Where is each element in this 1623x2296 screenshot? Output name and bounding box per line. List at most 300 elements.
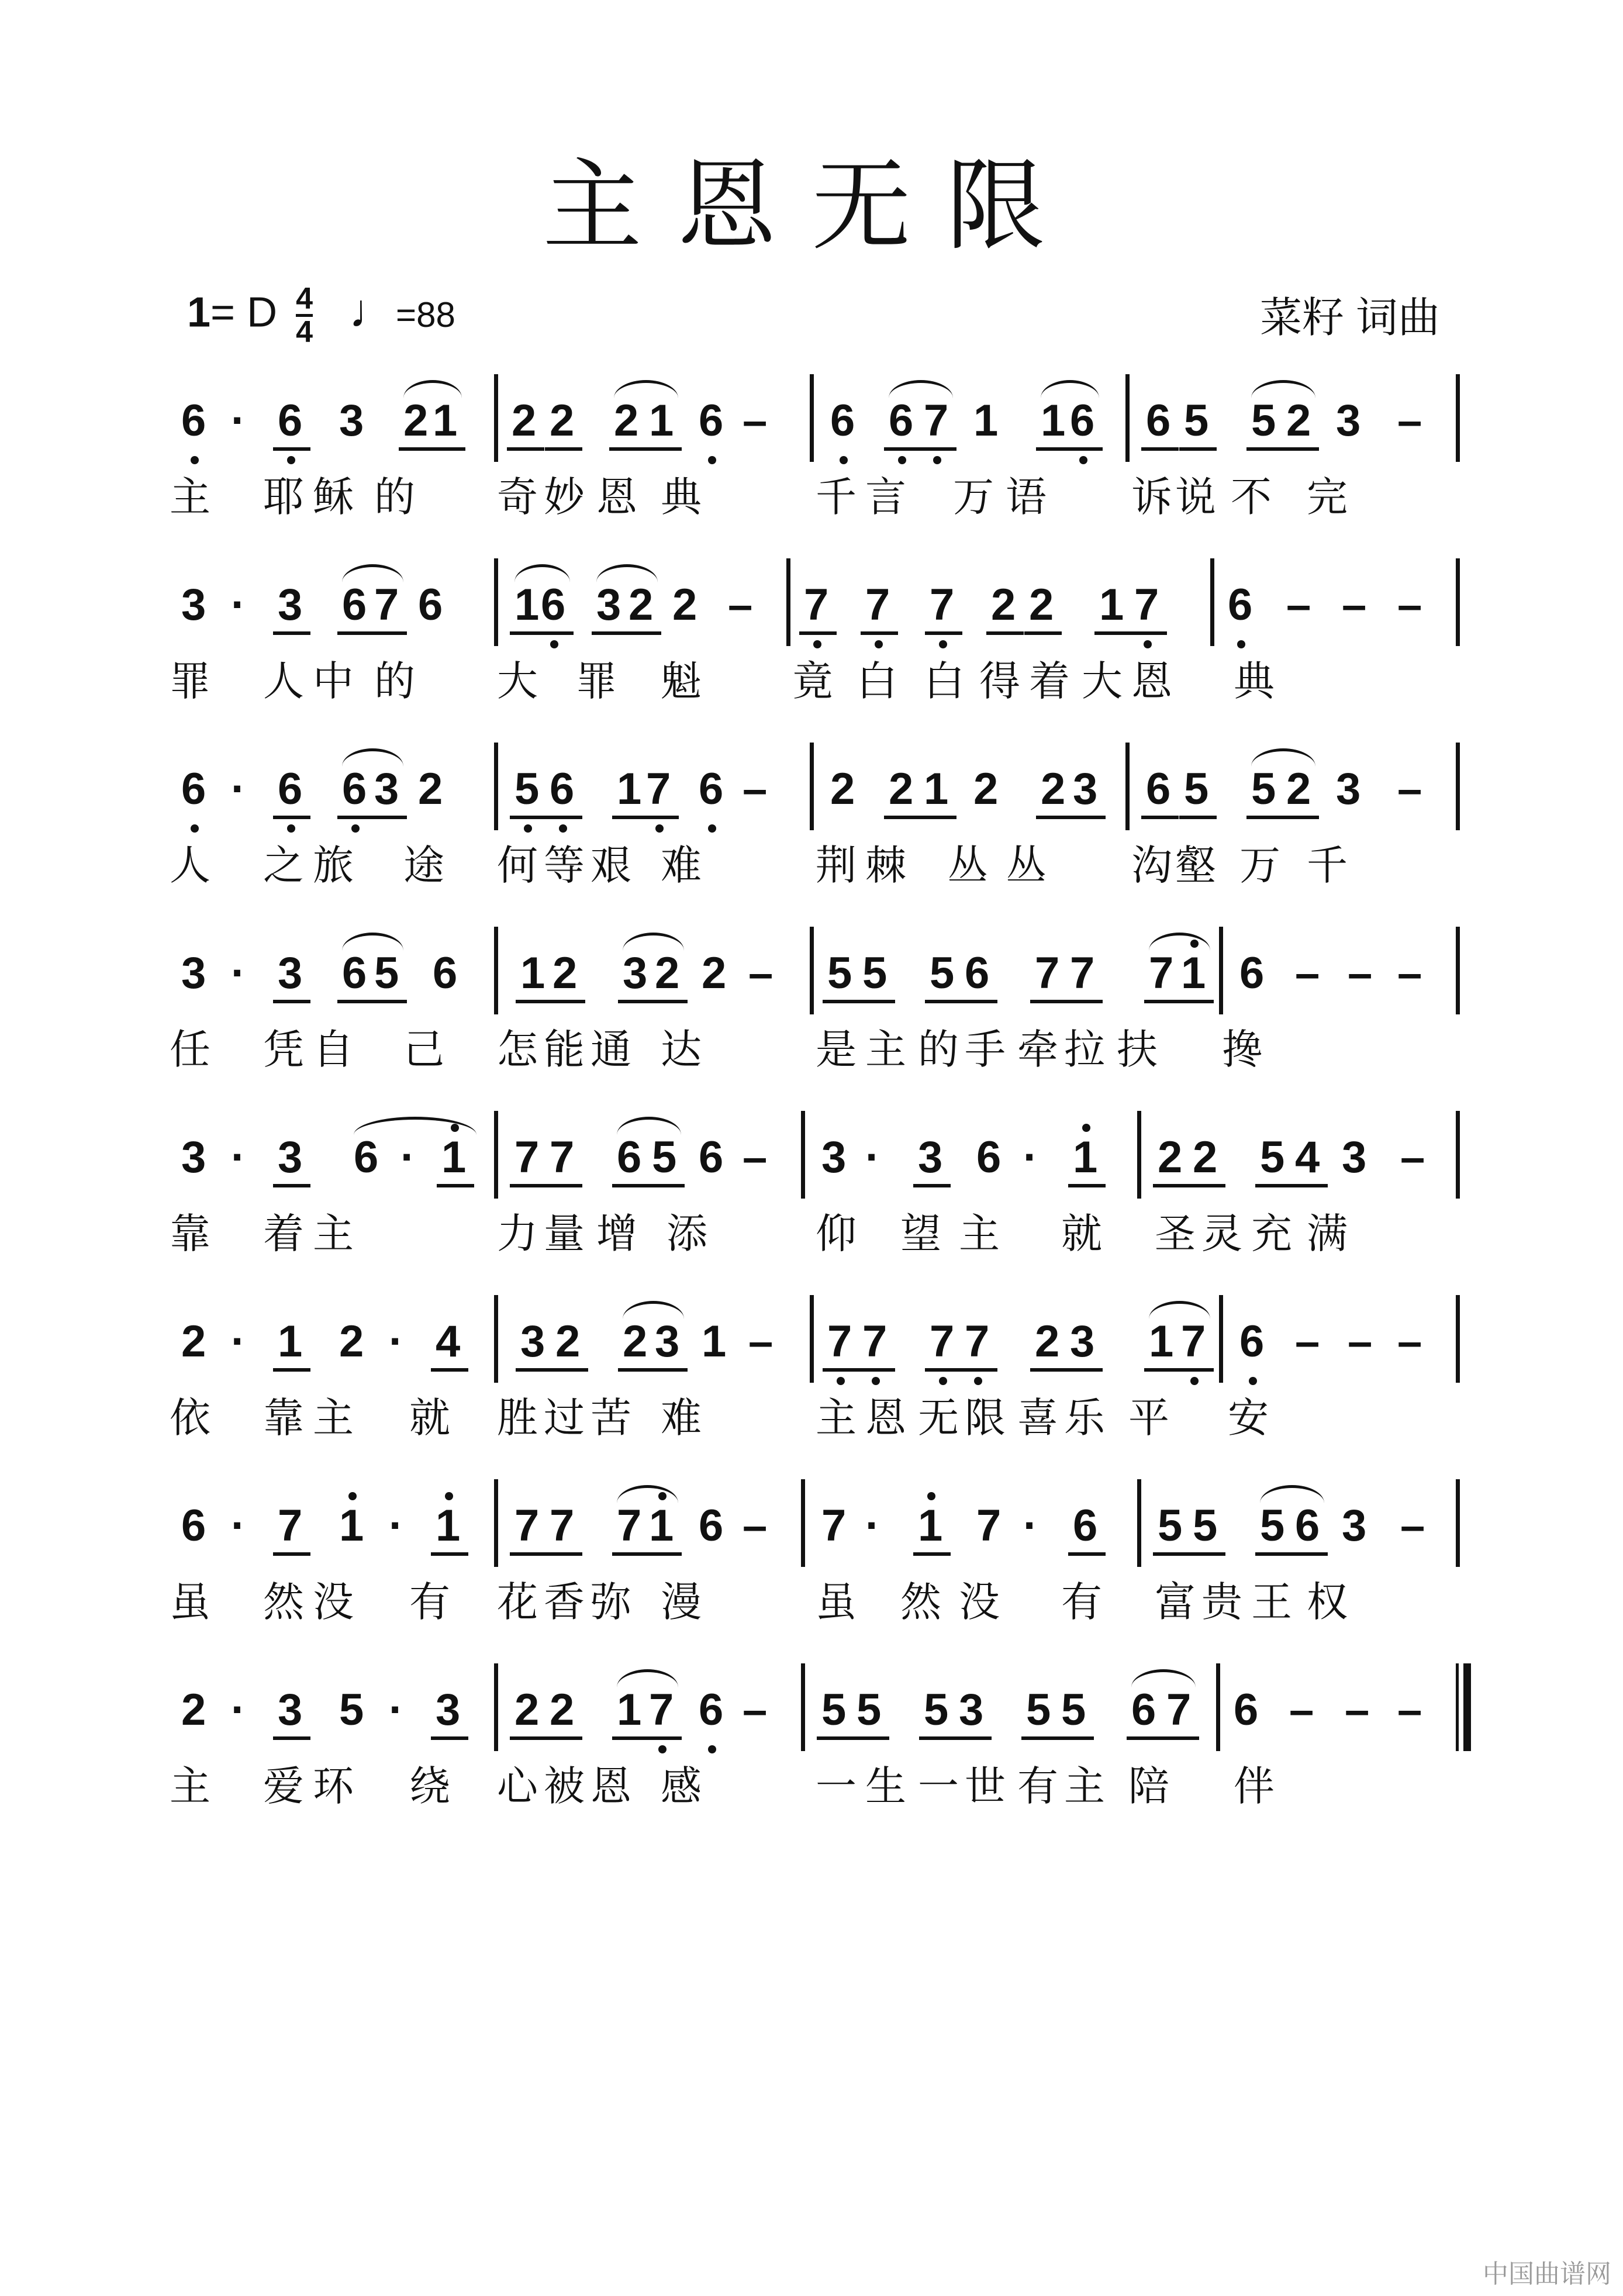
lyric-char: 竟 (792, 657, 833, 705)
eighth-underline (545, 1184, 582, 1187)
lyric-char: 稣 (313, 473, 354, 521)
eighth-underline (510, 1184, 547, 1187)
time-sig-bottom: 4 (296, 315, 313, 349)
eighth-underline (273, 816, 310, 819)
dash-extension: – (1397, 948, 1422, 998)
note-2: 2 (1029, 580, 1054, 630)
dash-extension: – (1348, 948, 1373, 998)
lyric-char: 完 (1307, 473, 1348, 521)
note-6: 6 (342, 948, 367, 998)
tempo-marking (349, 284, 455, 337)
note-2: 2 (181, 1317, 206, 1366)
augmentation-dot: · (1023, 1133, 1038, 1182)
note-6: 6 (1073, 1501, 1098, 1551)
lyric-char: 没 (313, 1578, 354, 1626)
note-1: 1 (1181, 948, 1206, 998)
lyric-char: 爱 (263, 1762, 304, 1810)
eighth-underline (1068, 1184, 1106, 1187)
note-7: 7 (646, 764, 671, 814)
slur (1131, 1669, 1196, 1687)
barline (801, 1663, 805, 1751)
barline (1456, 1295, 1460, 1383)
lyric-char: 牵 (1017, 1026, 1058, 1073)
lyric-char: 言 (865, 473, 906, 521)
eighth-underline (273, 447, 310, 451)
eighth-underline (1056, 1736, 1094, 1740)
lyric-char: 心 (497, 1762, 538, 1810)
note-1: 1 (1073, 1133, 1098, 1182)
eighth-underline (1188, 1552, 1225, 1556)
lyric-char: 中 (313, 657, 354, 705)
lyric-char: 着 (1029, 657, 1070, 705)
note-2: 2 (1286, 396, 1311, 446)
eighth-underline (1094, 631, 1132, 635)
lyric-char: 能 (544, 1026, 585, 1073)
lyric-char: 一 (816, 1762, 857, 1810)
note-1: 1 (1149, 1317, 1174, 1366)
high-octave-dot (1082, 1124, 1090, 1132)
eighth-underline (1065, 1368, 1103, 1372)
lyric-char: 世 (965, 1762, 1006, 1810)
eighth-underline (858, 1368, 895, 1372)
note-6: 6 (617, 1133, 642, 1182)
low-octave-dot (933, 456, 941, 464)
eighth-underline (273, 1184, 310, 1187)
note-6: 6 (1239, 1317, 1265, 1366)
note-6: 6 (699, 1501, 724, 1551)
lyric-char: 主 (959, 1210, 1000, 1258)
lyric-char: 满 (1307, 1210, 1348, 1258)
note-2: 2 (702, 948, 727, 998)
note-6: 6 (342, 580, 367, 630)
augmentation-dot: · (389, 1685, 404, 1735)
note-2: 2 (555, 1317, 581, 1366)
lyric-char: 之 (263, 841, 304, 889)
lyric-char: 就 (409, 1394, 450, 1442)
note-3: 3 (436, 1685, 461, 1735)
lyric-char: 王 (1251, 1578, 1292, 1626)
eighth-underline (370, 816, 407, 819)
eighth-underline (551, 1368, 588, 1372)
note-6: 6 (1146, 396, 1171, 446)
note-1: 1 (649, 396, 674, 446)
note-6: 6 (541, 580, 566, 630)
lyric-char: 弥 (591, 1578, 631, 1626)
note-3: 3 (1073, 764, 1098, 814)
note-1: 1 (436, 1501, 461, 1551)
lyric-char: 生 (865, 1762, 906, 1810)
lyric-char: 壑 (1175, 841, 1216, 889)
barline (1210, 558, 1214, 646)
low-octave-dot (550, 640, 558, 648)
barline (1216, 1663, 1220, 1751)
eighth-underline (925, 631, 962, 635)
note-2: 2 (991, 580, 1016, 630)
low-octave-dot (872, 1377, 880, 1385)
lyric-char: 主 (313, 1210, 354, 1258)
dash-extension: – (1397, 1317, 1422, 1366)
lyric-char: 诉 (1131, 473, 1172, 521)
low-octave-dot (655, 824, 664, 833)
lyric-char: 虽 (170, 1578, 210, 1626)
note-1: 1 (1041, 396, 1066, 446)
eighth-underline (858, 1000, 895, 1003)
note-5: 5 (1251, 764, 1276, 814)
slur (623, 933, 684, 951)
eighth-underline (273, 631, 310, 635)
augmentation-dot: · (1023, 1501, 1038, 1551)
dash-extension: – (1397, 580, 1422, 630)
eighth-underline (925, 1000, 962, 1003)
augmentation-dot: · (865, 1501, 880, 1551)
note-2: 2 (403, 396, 429, 446)
eighth-underline (852, 1736, 889, 1740)
key-eq: = D (210, 289, 278, 336)
note-6: 6 (1228, 580, 1253, 630)
note-1: 1 (617, 764, 642, 814)
note-7: 7 (865, 580, 890, 630)
eighth-underline (273, 1552, 310, 1556)
dash-extension: – (1286, 580, 1311, 630)
lyric-char: 增 (596, 1210, 637, 1258)
eighth-underline (609, 447, 647, 451)
barline (494, 743, 498, 830)
eighth-underline (823, 1000, 860, 1003)
slur (617, 1117, 681, 1135)
slur (1260, 1485, 1324, 1503)
dash-extension: – (748, 1317, 773, 1366)
time-sig-top: 4 (296, 282, 313, 316)
key-signature (187, 284, 455, 347)
lyric-char: 无 (918, 1394, 959, 1442)
note-1: 1 (1099, 580, 1124, 630)
eighth-underline (273, 1736, 310, 1740)
lyric-char: 妙 (544, 473, 585, 521)
note-2: 2 (629, 580, 654, 630)
slur (1251, 748, 1315, 767)
barline (1125, 374, 1130, 462)
lyric-char: 没 (959, 1578, 1000, 1626)
lyric-char: 虽 (816, 1578, 857, 1626)
lyric-char: 灵 (1201, 1210, 1242, 1258)
lyric-char: 艰 (591, 841, 631, 889)
slur (596, 564, 658, 582)
note-7: 7 (1181, 1317, 1206, 1366)
slur (354, 1117, 476, 1135)
slur (1149, 933, 1210, 951)
lyric-char: 充 (1251, 1210, 1292, 1258)
lyric-char: 靠 (170, 1210, 210, 1258)
dash-extension: – (748, 948, 773, 998)
note-7: 7 (930, 580, 955, 630)
lyric-char: 一 (918, 1762, 959, 1810)
lyric-char: 的 (374, 657, 415, 705)
lyric-char: 大 (1082, 657, 1123, 705)
lyric-char: 人 (263, 657, 304, 705)
barline (1456, 1479, 1460, 1567)
lyric-char: 绕 (409, 1762, 450, 1810)
note-5: 5 (827, 948, 852, 998)
lyric-char: 自 (313, 1026, 354, 1073)
lyric-char: 耶 (263, 473, 304, 521)
eighth-underline (884, 447, 921, 451)
eighth-underline (510, 816, 547, 819)
low-octave-dot (898, 456, 906, 464)
note-2: 2 (830, 764, 855, 814)
eighth-underline (1141, 816, 1179, 819)
barline (1456, 374, 1460, 462)
slur (1041, 380, 1099, 398)
note-2: 2 (512, 396, 537, 446)
eighth-underline (1255, 1184, 1293, 1187)
lyric-char: 白 (924, 657, 965, 705)
note-3: 3 (181, 948, 206, 998)
note-6: 6 (699, 396, 724, 446)
note-6: 6 (181, 1501, 206, 1551)
note-2: 2 (1193, 1133, 1218, 1182)
eighth-underline (431, 1736, 468, 1740)
note-7: 7 (924, 396, 949, 446)
note-6: 6 (433, 948, 458, 998)
low-octave-dot (1144, 640, 1152, 648)
lyric-char: 通 (591, 1026, 631, 1073)
eighth-underline (913, 1552, 951, 1556)
note-5: 5 (339, 1685, 364, 1735)
note-2: 2 (514, 1685, 540, 1735)
dash-extension: – (1295, 948, 1320, 998)
note-7: 7 (862, 1317, 888, 1366)
dash-extension: – (743, 396, 768, 446)
eighth-underline (960, 1000, 997, 1003)
lyric-char: 难 (661, 841, 702, 889)
note-6: 6 (976, 1133, 1002, 1182)
eighth-underline (1176, 1368, 1214, 1372)
barline (1137, 1111, 1141, 1199)
lyric-char: 花 (497, 1578, 538, 1626)
barline (801, 1479, 805, 1567)
eighth-underline (954, 1736, 992, 1740)
slur (623, 1301, 684, 1319)
note-4: 4 (1295, 1133, 1320, 1182)
note-7: 7 (374, 580, 399, 630)
low-octave-dot (1190, 1377, 1199, 1385)
note-3: 3 (374, 764, 399, 814)
lyric-char: 典 (661, 473, 702, 521)
note-3: 3 (520, 1317, 545, 1366)
dash-extension: – (743, 1685, 768, 1735)
dash-extension: – (1295, 1317, 1320, 1366)
low-octave-dot (875, 640, 883, 648)
note-6: 6 (1295, 1501, 1320, 1551)
high-octave-dot (927, 1492, 935, 1500)
note-1: 1 (973, 396, 999, 446)
lyric-char: 典 (1234, 657, 1275, 705)
note-6: 6 (278, 396, 303, 446)
eighth-underline (1179, 816, 1217, 819)
note-6: 6 (418, 580, 443, 630)
eighth-underline (1024, 631, 1062, 635)
note-2: 2 (672, 580, 697, 630)
note-7: 7 (930, 1317, 955, 1366)
note-7: 7 (976, 1501, 1002, 1551)
eighth-underline (273, 1368, 310, 1372)
dash-extension: – (1400, 1133, 1425, 1182)
augmentation-dot: · (231, 1501, 246, 1551)
lyric-char: 限 (965, 1394, 1006, 1442)
note-6: 6 (278, 764, 303, 814)
time-signature (296, 284, 313, 347)
augmentation-dot: · (389, 1501, 404, 1551)
lyric-char: 扶 (1117, 1026, 1158, 1073)
lyric-char: 凭 (263, 1026, 304, 1073)
note-7: 7 (550, 1133, 575, 1182)
eighth-underline (1246, 447, 1284, 451)
barline (494, 558, 498, 646)
eighth-underline (624, 631, 661, 635)
eighth-underline (919, 1736, 956, 1740)
eighth-underline (510, 1552, 547, 1556)
note-2: 2 (1035, 1317, 1060, 1366)
lyric-char: 环 (313, 1762, 354, 1810)
note-2: 2 (339, 1317, 364, 1366)
note-5: 5 (1193, 1501, 1218, 1551)
lyric-char: 然 (900, 1578, 941, 1626)
lyric-char: 拉 (1064, 1026, 1105, 1073)
note-5: 5 (1184, 396, 1209, 446)
lyric-char: 千 (816, 473, 857, 521)
eighth-underline (884, 816, 921, 819)
lyric-char: 魁 (661, 657, 702, 705)
eighth-underline (919, 816, 956, 819)
key-one: 1 (187, 289, 211, 336)
eighth-underline (1030, 1000, 1068, 1003)
eighth-underline (1153, 1184, 1190, 1187)
note-5: 5 (374, 948, 399, 998)
lyric-char: 棘 (865, 841, 906, 889)
note-2: 2 (1158, 1133, 1183, 1182)
eighth-underline (1246, 816, 1284, 819)
low-octave-dot (840, 456, 848, 464)
eighth-underline (1068, 816, 1106, 819)
slur (342, 933, 403, 951)
eighth-underline (861, 631, 898, 635)
augmentation-dot: · (865, 1133, 880, 1182)
eighth-underline (823, 1368, 860, 1372)
eighth-underline (516, 1368, 553, 1372)
note-7: 7 (804, 580, 829, 630)
low-octave-dot (708, 456, 716, 464)
lyric-char: 安 (1228, 1394, 1269, 1442)
lyric-char: 靠 (263, 1394, 304, 1442)
slur (403, 380, 462, 398)
note-6: 6 (342, 764, 367, 814)
barline (1125, 743, 1130, 830)
slur (342, 748, 403, 767)
note-1: 1 (924, 764, 949, 814)
slur (617, 1669, 678, 1687)
note-3: 3 (1342, 1133, 1367, 1182)
eighth-underline (545, 1552, 582, 1556)
eighth-underline (545, 447, 582, 451)
lyric-char: 香 (544, 1578, 585, 1626)
note-3: 3 (278, 580, 303, 630)
note-3: 3 (278, 948, 303, 998)
quarter-note-icon: ♩ (349, 284, 396, 337)
note-3: 3 (821, 1133, 847, 1182)
barline (1456, 558, 1460, 646)
note-6: 6 (889, 396, 914, 446)
eighth-underline (1290, 1552, 1328, 1556)
lyric-char: 的 (374, 473, 415, 521)
lyric-char: 主 (1064, 1762, 1105, 1810)
note-3: 3 (1342, 1501, 1367, 1551)
eighth-underline (1255, 1552, 1293, 1556)
lyric-char: 平 (1128, 1394, 1169, 1442)
note-2: 2 (889, 764, 914, 814)
note-3: 3 (181, 1133, 206, 1182)
lyric-char: 主 (170, 473, 210, 521)
note-3: 3 (623, 948, 648, 998)
note-3: 3 (1070, 1317, 1095, 1366)
composer-credit: 菜籽 词曲 (1260, 295, 1441, 341)
note-3: 3 (1336, 396, 1361, 446)
note-6: 6 (181, 396, 206, 446)
barline (1219, 1295, 1223, 1383)
lyric-char: 等 (544, 841, 585, 889)
note-7: 7 (827, 1317, 852, 1366)
note-7: 7 (1149, 948, 1174, 998)
barline (494, 1295, 498, 1383)
eighth-underline (545, 816, 582, 819)
note-2: 2 (623, 1317, 648, 1366)
low-octave-dot (287, 456, 295, 464)
note-5: 5 (1260, 1133, 1285, 1182)
note-3: 3 (596, 580, 621, 630)
note-3: 3 (1336, 764, 1361, 814)
lyric-char: 权 (1307, 1578, 1348, 1626)
eighth-underline (986, 631, 1024, 635)
lyric-char: 沟 (1131, 841, 1172, 889)
lyric-char: 然 (263, 1578, 304, 1626)
eighth-underline (1282, 447, 1319, 451)
note-2: 2 (181, 1685, 206, 1735)
eighth-underline (507, 447, 544, 451)
note-7: 7 (649, 1685, 674, 1735)
lyric-char: 万 (953, 473, 994, 521)
eighth-underline (1130, 631, 1167, 635)
lyric-char: 过 (544, 1394, 585, 1442)
slur (889, 380, 953, 398)
lyric-char: 恩 (591, 1762, 631, 1810)
barline (1219, 927, 1223, 1014)
note-1: 1 (278, 1317, 303, 1366)
augmentation-dot: · (231, 1317, 246, 1366)
note-6: 6 (699, 1133, 724, 1182)
watermark: 中国曲谱网 (1483, 2260, 1611, 2288)
lyric-char: 被 (544, 1762, 585, 1810)
lyric-char: 漫 (661, 1578, 702, 1626)
slur (617, 1485, 678, 1503)
low-octave-dot (813, 640, 821, 648)
lyric-char: 依 (170, 1394, 210, 1442)
dash-extension: – (743, 1133, 768, 1182)
lyric-char: 万 (1239, 841, 1280, 889)
eighth-underline (1282, 816, 1319, 819)
lyric-char: 圣 (1155, 1210, 1196, 1258)
eighth-underline (919, 447, 956, 451)
lyric-char: 量 (544, 1210, 585, 1258)
lyric-char: 喜 (1017, 1394, 1058, 1442)
